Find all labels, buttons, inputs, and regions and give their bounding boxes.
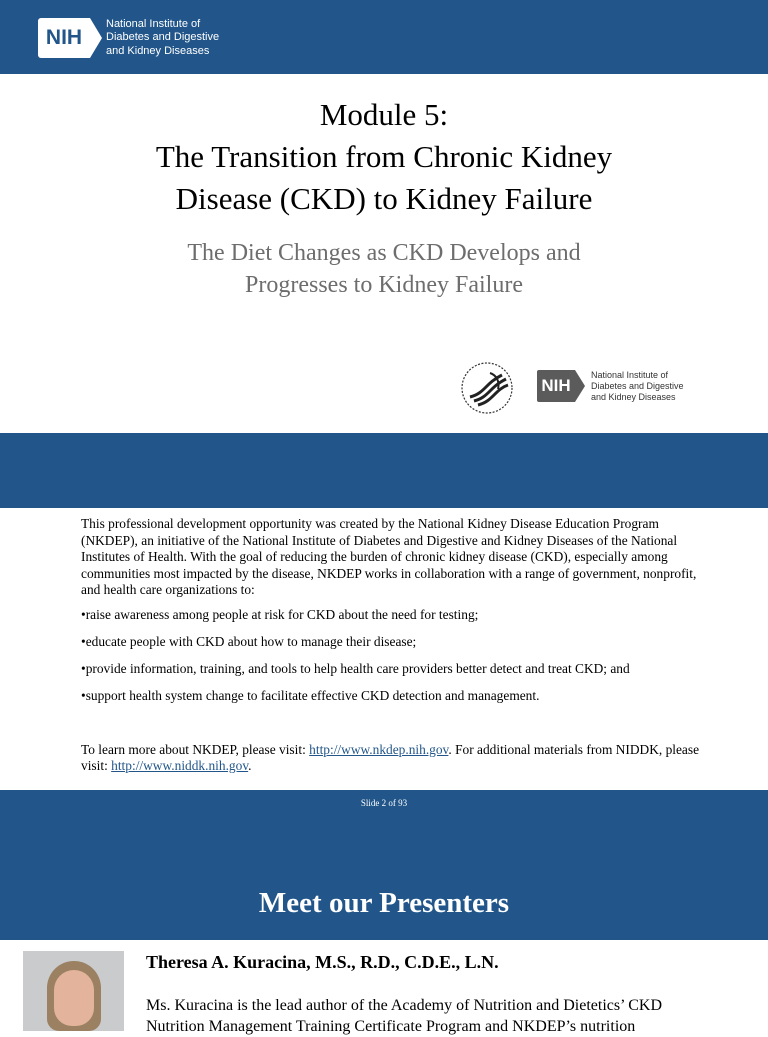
notes-learn-more (81, 742, 711, 775)
nkdep-link[interactable]: http://www.nkdep.nih.gov (309, 741, 449, 757)
slide-notes (81, 516, 711, 775)
slide-org-line-1: National Institute of (591, 370, 669, 380)
nih-org-name (106, 18, 219, 58)
learn-more-prefix: To learn more about NKDEP, please visit: (81, 741, 310, 757)
subtitle-line-1: The Diet Changes as CKD Develops and (187, 240, 581, 266)
slide-nih-logo (537, 370, 684, 402)
presenter-name: Theresa A. Kuracina, M.S., R.D., C.D.E., L.N. (146, 952, 499, 972)
nih-mark: NIH (38, 18, 90, 58)
slide-nih-mark: NIH (537, 370, 575, 402)
slide-number: Slide 2 of 93 (360, 798, 408, 808)
nih-niddk-logo (38, 18, 219, 58)
presenter-photo (23, 951, 124, 1031)
learn-more-suffix: . (248, 758, 252, 773)
title-line-1: Module 5: (319, 97, 449, 132)
presenters-heading: Meet our Presenters (258, 887, 510, 919)
slide-subtitle (0, 237, 768, 301)
org-line-2: Diabetes and Digestive (106, 31, 220, 44)
learn-more-middle: . For additional materials from NIDDK, please visit: (81, 741, 700, 773)
slide-title (0, 94, 768, 220)
slide-org-line-2: Diabetes and Digestive (591, 380, 684, 391)
niddk-link[interactable]: http://www.niddk.nih.gov (111, 758, 249, 773)
slide-nih-org-name (591, 370, 684, 402)
notes-bullet-2: •educate people with CKD about how to manage their disease; (81, 633, 417, 649)
org-line-1: National Institute of (106, 18, 201, 31)
title-line-2: The Transition from Chronic Kidney (155, 139, 613, 174)
org-line-3: and Kidney Diseases (106, 44, 210, 57)
presenter-bio: Ms. Kuracina is the lead author of the Academy of Nutrition and Dietetics’ CKD Nutrition Management Training Certificate Program and NKDEP’s nutrition (146, 997, 663, 1035)
subtitle-line-2: Progresses to Kidney Failure (245, 272, 523, 298)
slide-divider-band (0, 433, 768, 508)
title-line-3: Disease (CKD) to Kidney Failure (175, 181, 593, 216)
notes-bullet-3: •provide information, training, and tools to help health care providers better detect and treat CKD; and (81, 660, 630, 676)
notes-bullet-1: •raise awareness among people at risk for CKD about the need for testing; (81, 606, 479, 622)
hhs-seal-icon (460, 361, 514, 415)
notes-bullet-4: •support health system change to facilitate effective CKD detection and management. (81, 687, 540, 703)
notes-intro: This professional development opportunity was created by the National Kidney Disease Education Program (NKDEP), an initiative of the National Institute of Diabetes and Digestive and Kidney Diseases of the National Institutes of Health. With the goal of reducing the burden of chronic kidney disease (CKD), especially among communities most impacted by the disease, NKDEP works in collaboration with a range of government, nonprofit, and health care organizations to: (81, 516, 697, 597)
slide-org-line-3: and Kidney Diseases (591, 391, 676, 402)
